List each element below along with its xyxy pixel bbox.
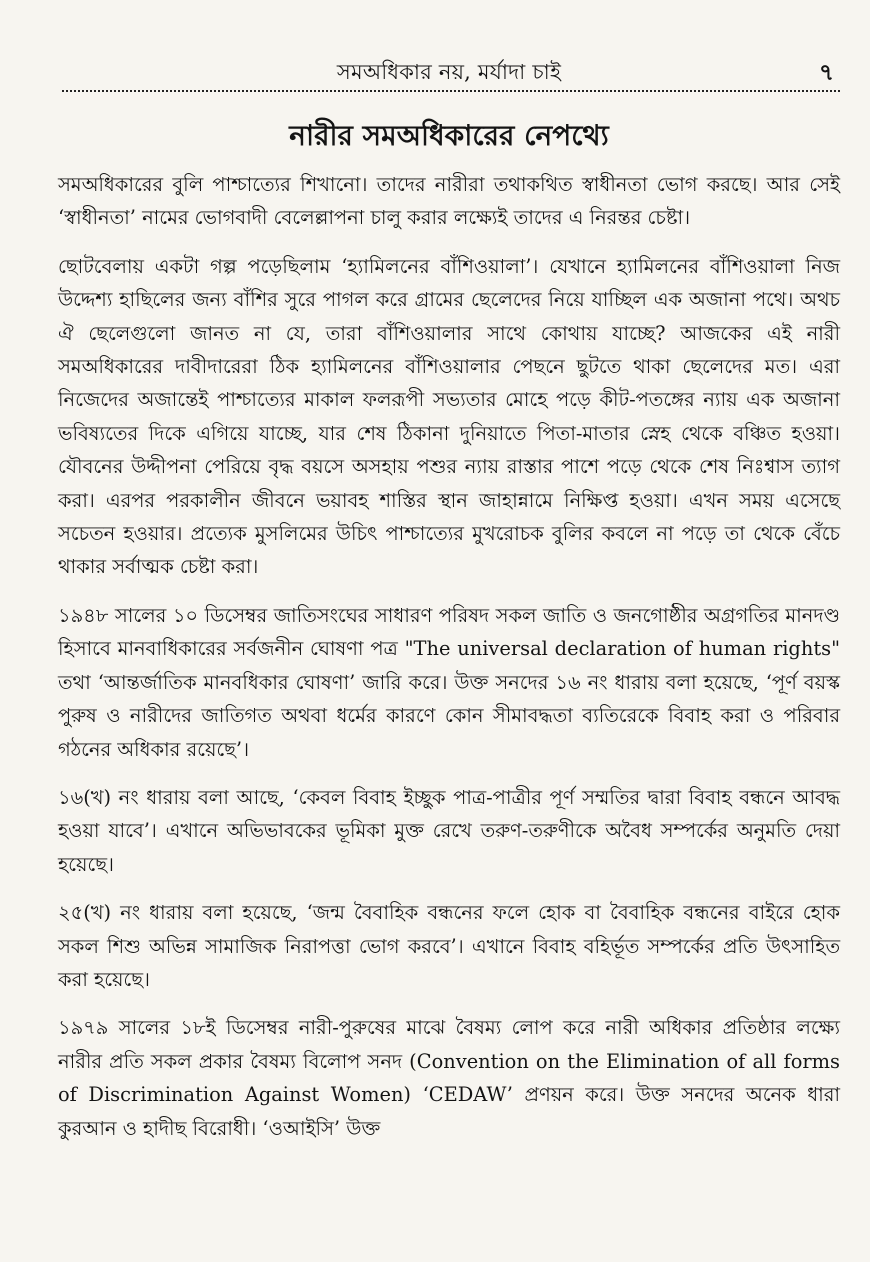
paragraph-3: ১৯৪৮ সালের ১০ ডিসেম্বর জাতিসংঘের সাধারণ পরিষদ সকল জাতি ও জনগোষ্ঠীর অগ্রগতির মানদণ্ড হিসাবে মানবাধিকারের সর্বজনীন ঘোষণা পত্র "The universal declaration of human rights" তথা ‘আন্তর্জাতিক মানবধিকার ঘোষণা’ জারি করে। উক্ত সনদের ১৬ নং ধারায় বলা হয়েছে, ‘পূর্ণ বয়স্ক পুরুষ ও নারীদের জাতিগত অথবা ধর্মের কারণে কোন সীমাবদ্ধতা ব্যতিরেকে বিবাহ করা ও পরিবার গঠনের অধিকার রয়েছে’।: [58, 603, 840, 761]
paragraph-1: সমঅধিকারের বুলি পাশ্চাত্যের শিখানো। তাদের নারীরা তথাকথিত স্বাধীনতা ভোগ করছে। আর সেই ‘স্বাধীনতা’ নামের ভোগবাদী বেলেল্লাপনা চালু করার লক্ষ্যেই তাদের এ নিরন্তর চেষ্টা।: [58, 173, 840, 230]
running-title: সমঅধিকার নয়, মর্যাদা চাই: [336, 60, 562, 84]
header-dotted-rule: [62, 90, 840, 92]
paragraph-5: ২৫(খ) নং ধারায় বলা হয়েছে, ‘জন্ম বৈবাহিক বন্ধনের ফলে হোক বা বৈবাহিক বন্ধনের বাইরে হোক সকল শিশু অভিন্ন সামাজিক নিরাপত্তা ভোগ করবে’। এখানে বিবাহ বহির্ভূত সম্পর্কের প্রতি উৎসাহিত করা হয়েছে।: [58, 901, 840, 991]
paragraph-6: ১৯৭৯ সালের ১৮ই ডিসেম্বর নারী-পুরুষের মাঝে বৈষম্য লোপ করে নারী অধিকার প্রতিষ্ঠার লক্ষ্যে নারীর প্রতি সকল প্রকার বৈষম্য বিলোপ সনদ (Convention on the Elimination of all forms of Discrimination Against Women) ‘CEDAW’ প্রণয়ন করে। উক্ত সনদের অনেক ধারা কুরআন ও হাদীছ বিরোধী। ‘ওআইসি’ উক্ত: [58, 1016, 840, 1140]
running-header: [58, 0, 840, 92]
paragraph-4: ১৬(খ) নং ধারায় বলা আছে, ‘কেবল বিবাহ ইচ্ছুক পাত্র-পাত্রীর পূর্ণ সম্মতির দ্বারা বিবাহ বন্ধনে আবদ্ধ হওয়া যাবে’। এখানে অভিভাবকের ভূমিকা মুক্ত রেখে তরুণ-তরুণীকে অবৈধ সম্পর্কের অনুমতি দেয়া হয়েছে।: [58, 785, 840, 876]
paragraph-2: ছোটবেলায় একটা গল্প পড়েছিলাম ‘হ্যামিলনের বাঁশিওয়ালা’। যেখানে হ্যামিলনের বাঁশিওয়ালা নিজ উদ্দেশ্য হাছিলের জন্য বাঁশির সুরে পাগল করে গ্রামের ছেলেদের নিয়ে যাচ্ছিল এক অজানা পথে। অথচ ঐ ছেলেগুলো জানত না যে, তারা বাঁশিওয়ালার সাথে কোথায় যাচ্ছে? আজকের এই নারী সমঅধিকারের দাবীদারেরা ঠিক হ্যামিলনের বাঁশিওয়ালার পেছনে ছুটতে থাকা ছেলেদের মত। এরা নিজেদের অজান্তেই পাশ্চাত্যের মাকাল ফলরূপী সভ্যতার মোহে পড়ে কীট-পতঙ্গের ন্যায় এক অজানা ভবিষ্যতের দিকে এগিয়ে যাচ্ছে, যার শেষ ঠিকানা দুনিয়াতে পিতা-মাতার স্নেহ থেকে বঞ্চিত হওয়া। যৌবনের উদ্দীপনা পেরিয়ে বৃদ্ধ বয়সে অসহায় পশুর ন্যায় রাস্তার পাশে পড়ে থেকে শেষ নিঃশ্বাস ত্যাগ করা। এরপর পরকালীন জীবনে ভয়াবহ শাস্তির স্থান জাহান্নামে নিক্ষিপ্ত হওয়া। এখন সময় এসেছে সচেতন হওয়ার। প্রত্যেক মুসলিমের উচিৎ পাশ্চাত্যের মুখরোচক বুলির কবলে না পড়ে তা থেকে বেঁচে থাকার সর্বাত্মক চেষ্টা করা।: [58, 254, 840, 579]
page-number: ৭: [819, 59, 834, 86]
chapter-title: নারীর সমঅধিকারের নেপথ্যে: [289, 119, 609, 152]
